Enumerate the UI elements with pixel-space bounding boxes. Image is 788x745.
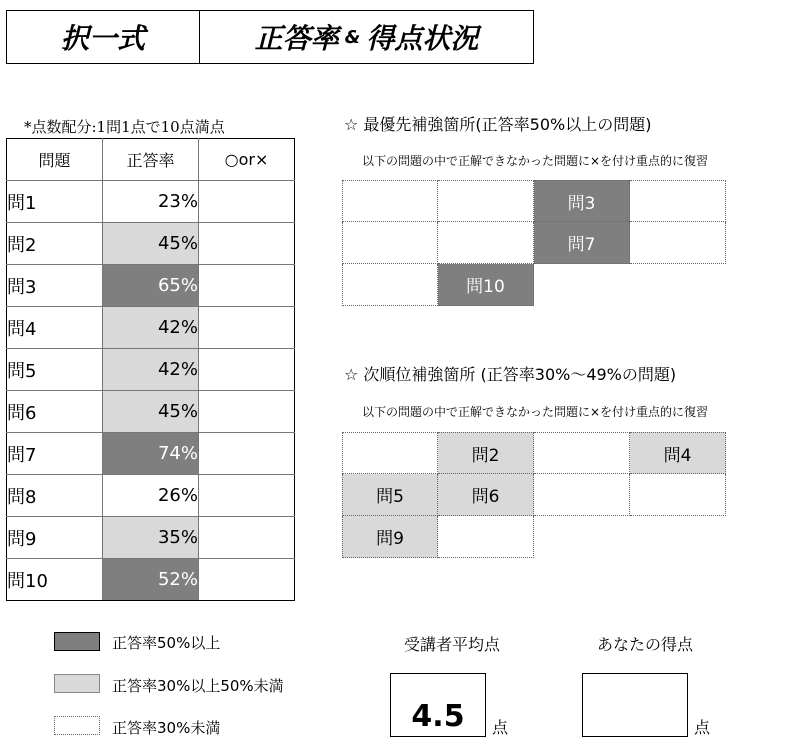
question-label: 問4 <box>7 307 103 349</box>
mark-cell[interactable] <box>199 475 295 517</box>
question-label: 問9 <box>7 517 103 559</box>
table-row <box>7 391 295 433</box>
table-row <box>7 475 295 517</box>
mark-cell[interactable] <box>199 349 295 391</box>
rate-value: 52% <box>103 559 199 601</box>
grid-cell <box>534 432 630 474</box>
grid-question-cell: 問9 <box>342 516 438 558</box>
grid-question-cell: 問3 <box>534 180 630 222</box>
question-label: 問6 <box>7 391 103 433</box>
secondary-section-subtitle: 以下の問題の中で正解できなかった問題に×を付け重点的に復習 <box>362 405 709 419</box>
rate-value: 42% <box>103 307 199 349</box>
question-label: 問10 <box>7 559 103 601</box>
your-score-label: あなたの得点 <box>597 635 694 654</box>
table-row <box>7 181 295 223</box>
grid-cell <box>342 180 438 222</box>
rate-value: 42% <box>103 349 199 391</box>
grid-question-cell: 問10 <box>438 264 534 306</box>
secondary-section-title: ☆ 次順位補強箇所 (正答率30%〜49%の問題) <box>344 365 677 384</box>
legend-swatch-mid <box>54 674 100 693</box>
grid-cell <box>342 432 438 474</box>
your-score-input[interactable] <box>582 673 688 737</box>
mark-cell[interactable] <box>199 391 295 433</box>
mark-cell[interactable] <box>199 559 295 601</box>
rate-value: 23% <box>103 181 199 223</box>
mark-cell[interactable] <box>199 307 295 349</box>
table-row <box>7 307 295 349</box>
table-row <box>7 223 295 265</box>
priority-section-subtitle: 以下の問題の中で正解できなかった問題に×を付け重点的に復習 <box>362 154 709 168</box>
mark-cell[interactable] <box>199 517 295 559</box>
grid-cell <box>630 180 726 222</box>
grid-empty <box>630 264 726 306</box>
legend-label-mid: 正答率30%以上50%未満 <box>112 677 284 695</box>
table-header-row <box>7 139 295 181</box>
rate-value: 74% <box>103 433 199 475</box>
average-score-unit: 点 <box>492 718 509 737</box>
grid-question-cell: 問2 <box>438 432 534 474</box>
col-header-question: 問題 <box>7 139 103 181</box>
grid-cell <box>438 180 534 222</box>
grid-cell <box>630 222 726 264</box>
table-row <box>7 265 295 307</box>
grid-empty <box>630 516 726 558</box>
question-label: 問3 <box>7 265 103 307</box>
rate-value: 45% <box>103 223 199 265</box>
rate-table <box>6 138 295 601</box>
mark-cell[interactable] <box>199 181 295 223</box>
title-score: 得点状況 <box>366 22 479 55</box>
grid-cell <box>438 222 534 264</box>
table-row <box>7 349 295 391</box>
grid-empty <box>534 516 630 558</box>
title-right <box>200 11 533 63</box>
priority-grid <box>342 180 726 306</box>
legend-swatch-high <box>54 632 100 651</box>
question-label: 問2 <box>7 223 103 265</box>
col-header-mark: ○or× <box>199 139 295 181</box>
average-score-label: 受講者平均点 <box>404 635 501 654</box>
question-label: 問7 <box>7 433 103 475</box>
grid-question-cell: 問6 <box>438 474 534 516</box>
grid-question-cell: 問7 <box>534 222 630 264</box>
title-bar <box>6 10 534 64</box>
rate-value: 45% <box>103 391 199 433</box>
grid-cell <box>630 474 726 516</box>
col-header-rate: 正答率 <box>103 139 199 181</box>
grid-cell <box>342 264 438 306</box>
grid-cell <box>342 222 438 264</box>
question-label: 問1 <box>7 181 103 223</box>
grid-cell <box>534 474 630 516</box>
priority-section-title: ☆ 最優先補強箇所(正答率50%以上の問題) <box>344 115 652 134</box>
grid-question-cell: 問4 <box>630 432 726 474</box>
score-note: *点数配分:1問1点で10点満点 <box>24 118 225 136</box>
rate-value: 35% <box>103 517 199 559</box>
rate-value: 65% <box>103 265 199 307</box>
title-left: 択一式 <box>7 11 200 63</box>
title-rate: 正答率 <box>254 22 339 55</box>
your-score-unit: 点 <box>694 718 711 737</box>
legend-label-high: 正答率50%以上 <box>112 634 221 652</box>
table-row <box>7 433 295 475</box>
mark-cell[interactable] <box>199 223 295 265</box>
title-ampersand: & <box>344 26 361 48</box>
mark-cell[interactable] <box>199 265 295 307</box>
average-score-box: 4.5 <box>390 673 486 737</box>
grid-cell <box>438 516 534 558</box>
secondary-grid <box>342 432 726 558</box>
legend-swatch-low <box>54 716 100 735</box>
legend-label-low: 正答率30%未満 <box>112 719 221 737</box>
table-row <box>7 559 295 601</box>
rate-value: 26% <box>103 475 199 517</box>
question-label: 問5 <box>7 349 103 391</box>
grid-question-cell: 問5 <box>342 474 438 516</box>
table-row <box>7 517 295 559</box>
question-label: 問8 <box>7 475 103 517</box>
mark-cell[interactable] <box>199 433 295 475</box>
grid-empty <box>534 264 630 306</box>
